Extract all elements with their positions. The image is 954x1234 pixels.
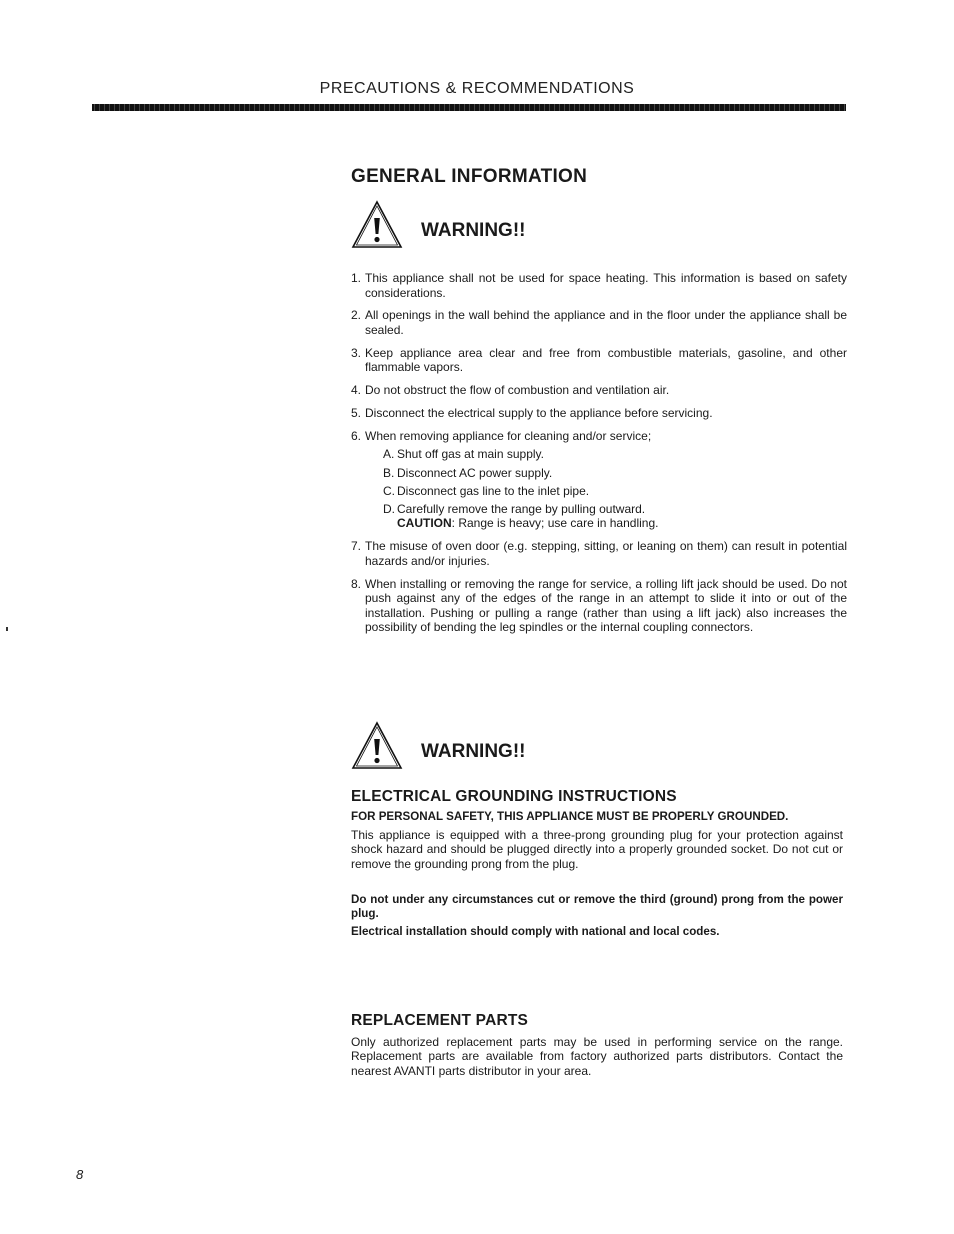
list-item — [351, 346, 847, 375]
item-number: 7. — [351, 539, 362, 554]
general-info-list — [351, 271, 847, 643]
warning-label: WARNING!! — [421, 220, 526, 241]
list-item — [351, 406, 847, 421]
grounding-warning-codes: Electrical installation should comply with national and local codes. — [351, 925, 720, 938]
caution-note — [397, 516, 847, 531]
header-rule — [92, 104, 846, 111]
item-number: 3. — [351, 345, 362, 360]
scan-speck — [6, 627, 8, 631]
item-text: When installing or removing the range for service, a rolling lift jack should be used. Do not push against any of the edges of the range in an attempt to slide it into or out of the installation. Pushing or pulling a range (rather than using a lift jack) also increases the possibility of bending the leg spindles or the internal coupling connectors. — [365, 576, 847, 635]
item-number: 8. — [351, 576, 362, 591]
item-text: Do not obstruct the flow of combustion and ventilation air. — [365, 383, 670, 398]
warning-triangle-icon — [351, 200, 403, 250]
list-item — [351, 577, 847, 635]
warning-triangle-icon — [351, 721, 403, 771]
removal-steps-list — [365, 447, 847, 530]
item-text: All openings in the wall behind the appliance and in the floor under the appliance shall be sealed. — [365, 308, 847, 337]
grounding-heading: ELECTRICAL GROUNDING INSTRUCTIONS — [351, 788, 677, 805]
item-number: 4. — [351, 383, 362, 398]
sub-item-letter: B. — [383, 465, 395, 480]
general-information-heading: GENERAL INFORMATION — [351, 166, 588, 187]
item-text: The misuse of oven door (e.g. stepping, sitting, or leaning on them) can result in potential hazards and/or injuries. — [365, 539, 847, 568]
list-item — [351, 383, 847, 398]
sub-item-letter: A. — [383, 447, 395, 462]
item-text: When removing appliance for cleaning and/or service; — [365, 428, 652, 443]
caution-text: : Range is heavy; use care in handling. — [451, 516, 659, 531]
item-number: 6. — [351, 428, 362, 443]
caution-label: CAUTION — [397, 516, 452, 531]
list-item — [351, 271, 847, 300]
item-number: 5. — [351, 406, 362, 421]
grounding-safety-lead: FOR PERSONAL SAFETY, THIS APPLIANCE MUST BE PROPERLY GROUNDED. — [351, 810, 789, 823]
sub-item-letter: C. — [383, 483, 395, 498]
page-header-title: PRECAUTIONS & RECOMMENDATIONS — [319, 80, 635, 97]
list-item — [351, 539, 847, 568]
grounding-warning-prong: Do not under any circumstances cut or remove the third (ground) prong from the power plug. — [351, 893, 843, 921]
list-item — [351, 429, 847, 531]
item-text: Keep appliance area clear and free from combustible materials, gasoline, and other flammable vapors. — [365, 345, 847, 375]
list-item — [351, 308, 847, 337]
item-text: This appliance shall not be used for space heating. This information is based on safety considerations. — [365, 271, 847, 300]
warning-header-2 — [351, 721, 525, 771]
warning-header-1 — [351, 200, 525, 250]
grounding-body: This appliance is equipped with a three-prong grounding plug for your protection against shock hazard and should be plugged directly into a properly grounded socket. Do not cut or remove the grounding prong from the plug. — [351, 828, 843, 871]
warning-label: WARNING!! — [421, 741, 526, 762]
sub-list-item — [383, 502, 847, 531]
sub-item-text: Carefully remove the range by pulling outward. — [397, 501, 646, 516]
sub-list-item — [383, 447, 847, 462]
sub-item-text: Shut off gas at main supply. — [397, 447, 544, 462]
replacement-parts-heading: REPLACEMENT PARTS — [351, 1012, 529, 1029]
sub-list-item — [383, 484, 847, 499]
page-number: 8 — [76, 1167, 84, 1182]
item-number: 1. — [351, 271, 362, 285]
sub-item-letter: D. — [383, 501, 395, 516]
sub-item-text: Disconnect AC power supply. — [397, 465, 553, 480]
sub-item-text: Disconnect gas line to the inlet pipe. — [397, 483, 590, 498]
item-number: 2. — [351, 308, 362, 323]
replacement-parts-body: Only authorized replacement parts may be used in performing service on the range. Replacement parts are available from factory authorized parts distributors. Contact the nearest AVANTI parts distributor in your area. — [351, 1035, 843, 1078]
sub-list-item — [383, 466, 847, 481]
item-text: Disconnect the electrical supply to the appliance before servicing. — [365, 406, 713, 421]
